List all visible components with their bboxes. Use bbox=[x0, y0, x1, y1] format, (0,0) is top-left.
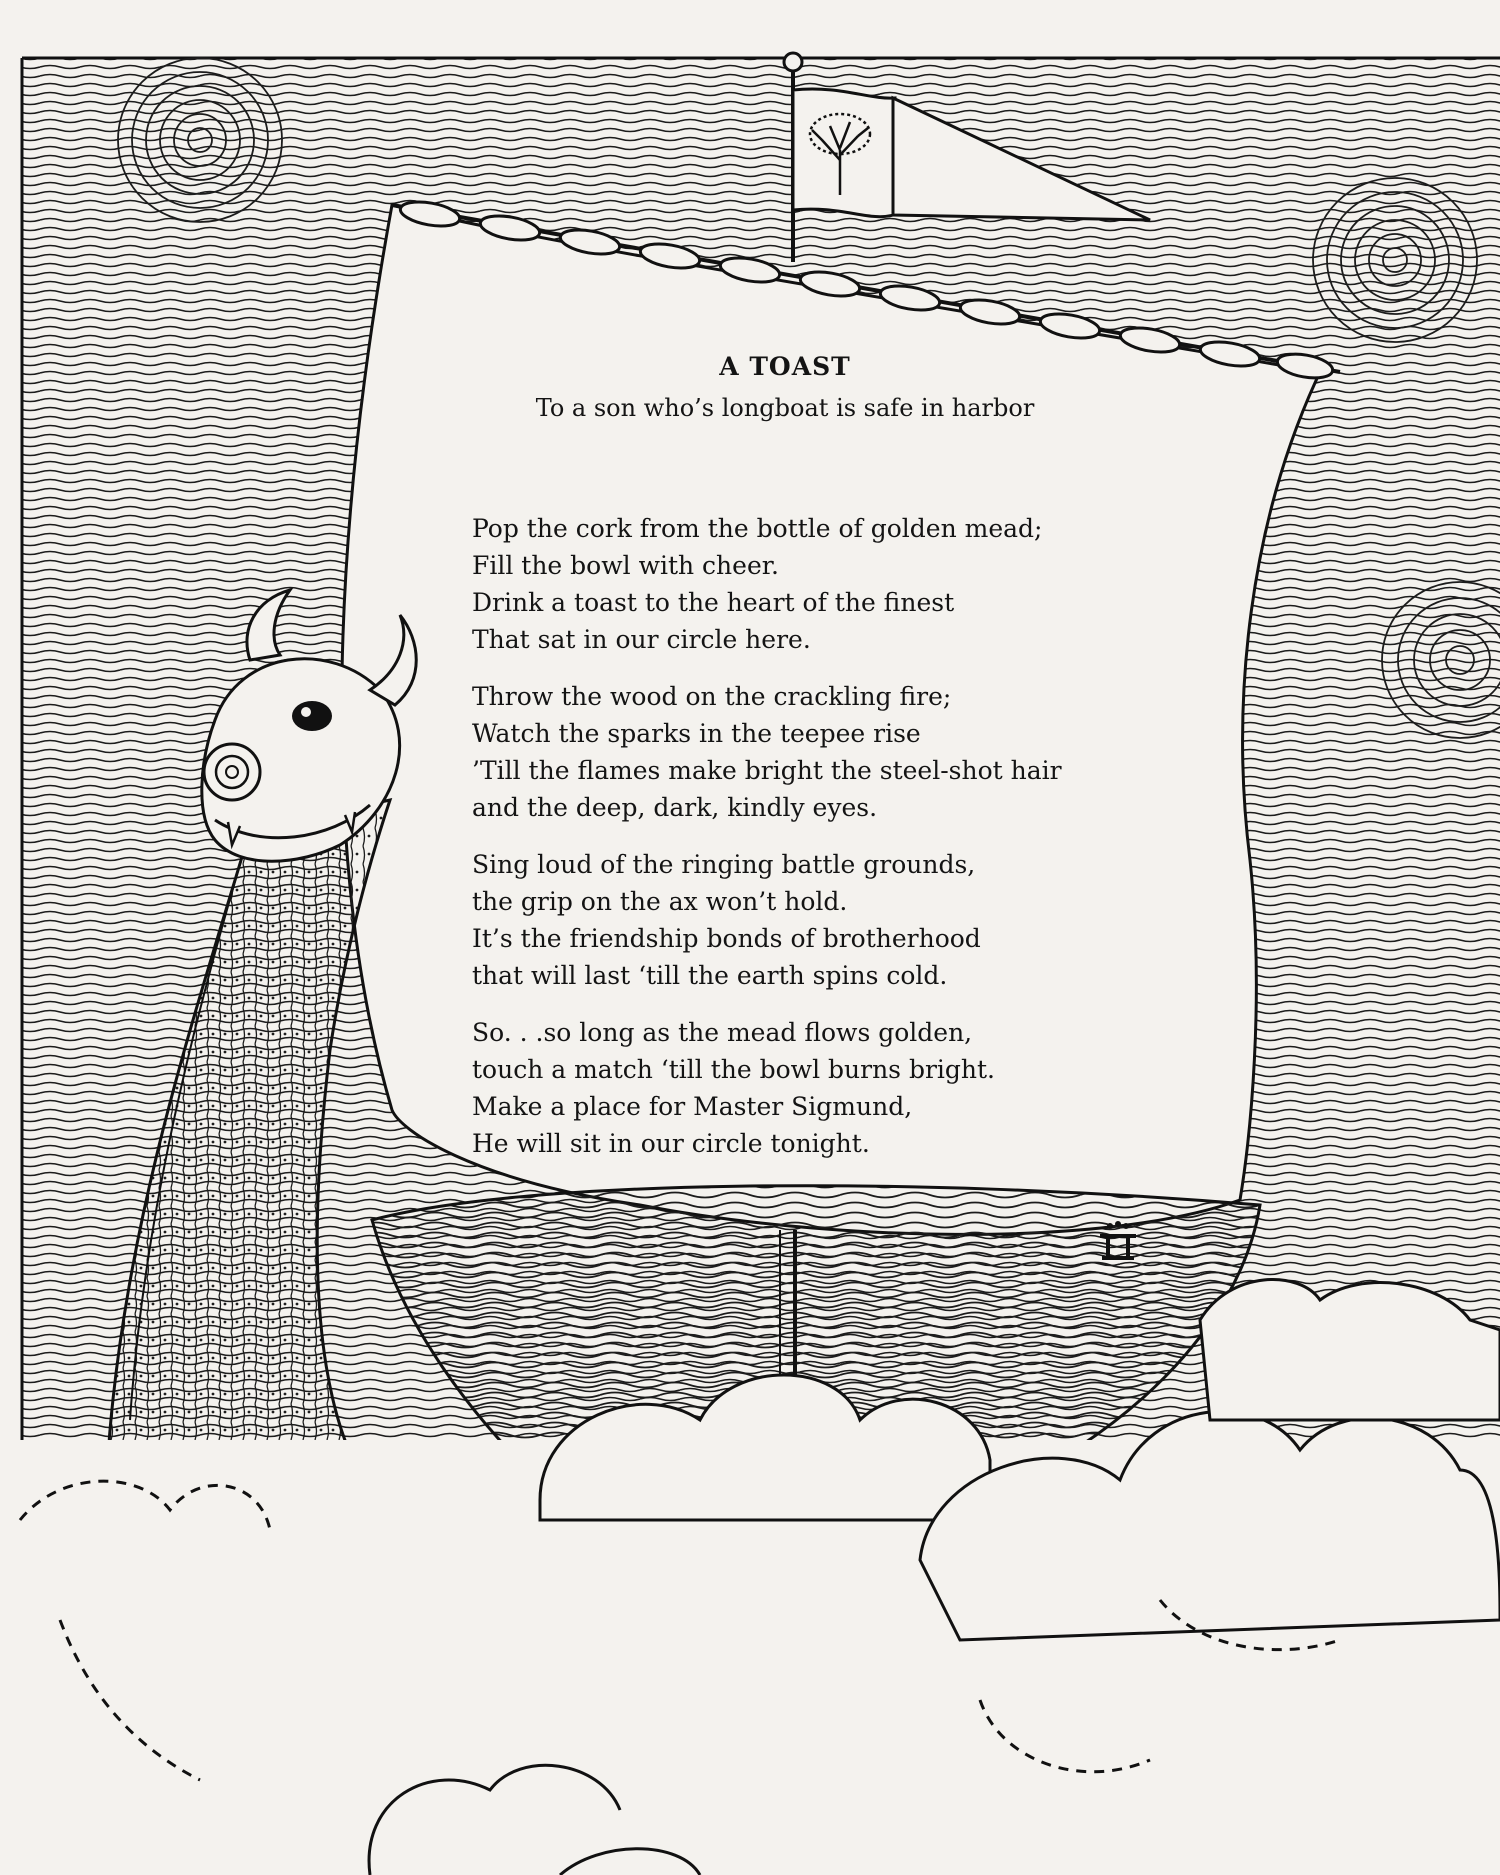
poem-line: Watch the sparks in the teepee rise bbox=[472, 719, 921, 748]
poem-line: So. . .so long as the mead flows golden, bbox=[472, 1018, 973, 1047]
stanza-1 bbox=[472, 510, 1112, 658]
poem-line: the grip on the ax won’t hold. bbox=[472, 887, 848, 916]
poem-line: He will sit in our circle tonight. bbox=[472, 1129, 870, 1158]
stanza-2 bbox=[472, 678, 1112, 826]
poem-line: Sing loud of the ringing battle grounds, bbox=[472, 850, 976, 879]
poem-line: That sat in our circle here. bbox=[472, 625, 811, 654]
stanza-4 bbox=[472, 1014, 1112, 1162]
stanza-3 bbox=[472, 846, 1112, 994]
poem-line: touch a match ‘till the bowl burns bright. bbox=[472, 1055, 995, 1084]
poem-body bbox=[472, 510, 1112, 1182]
poem-line: Drink a toast to the heart of the finest bbox=[472, 588, 955, 617]
poem-line: that will last ‘till the earth spins cold. bbox=[472, 961, 948, 990]
poem-line: Make a place for Master Sigmund, bbox=[472, 1092, 913, 1121]
poem-line: Fill the bowl with cheer. bbox=[472, 551, 779, 580]
poem-subtitle: To a son who’s longboat is safe in harbor bbox=[535, 394, 1035, 422]
poem-line: ’Till the flames make bright the steel-shot hair bbox=[472, 756, 1062, 785]
poem-line: and the deep, dark, kindly eyes. bbox=[472, 793, 878, 822]
poem-title: A TOAST bbox=[719, 352, 851, 381]
poem-line: It’s the friendship bonds of brotherhood bbox=[472, 924, 981, 953]
poem-line: Pop the cork from the bottle of golden mead; bbox=[472, 514, 1043, 543]
poem-line: Throw the wood on the crackling fire; bbox=[472, 682, 952, 711]
